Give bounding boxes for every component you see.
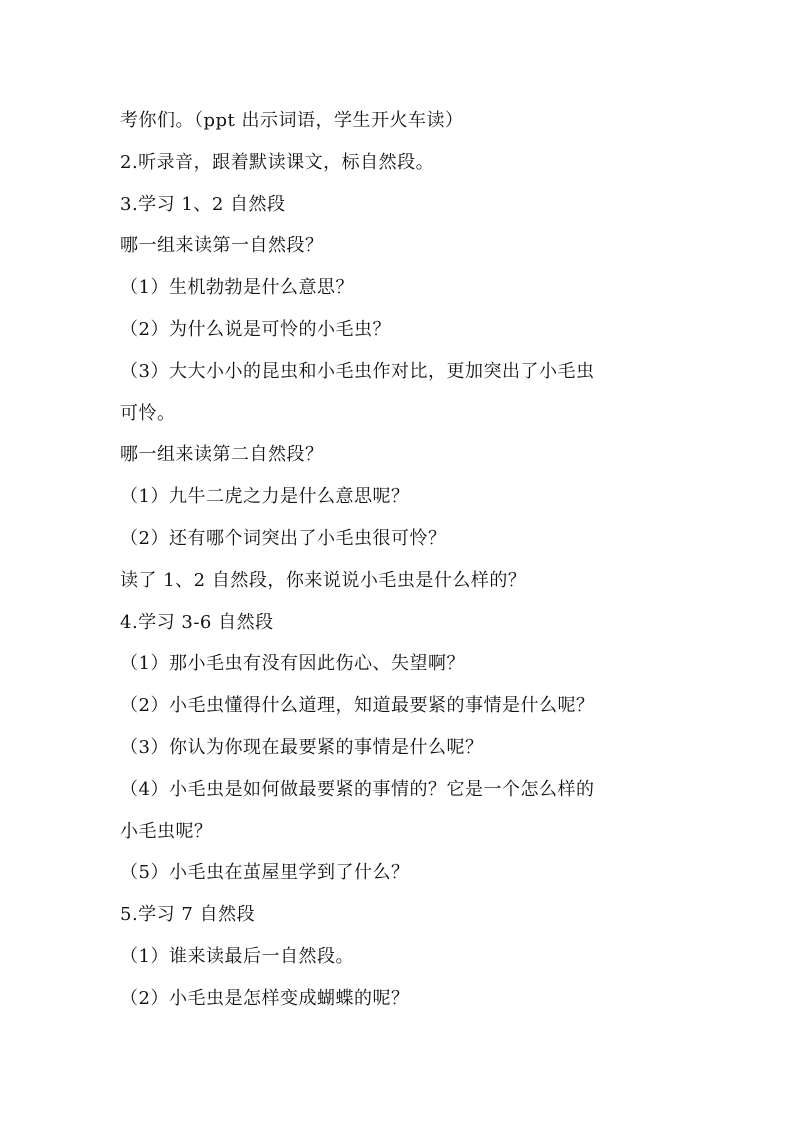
question-item: （1）生机勃勃是什么意思？ [120,277,354,299]
question-item: （2）为什么说是可怜的小毛虫？ [120,318,391,340]
question-item: （3）大大小小的昆虫和小毛虫作对比，更加突出了小毛虫 [120,360,595,382]
question-item: （2）小毛虫是怎样变成蝴蝶的呢？ [120,987,410,1009]
section-heading: 5.学习 7 自然段 [120,904,256,926]
question-item: （2）小毛虫懂得什么道理，知道最要紧的事情是什么呢？ [120,695,595,717]
text-line: 小毛虫呢？ [120,820,213,842]
text-line: 读了 1、2 自然段，你来说说小毛虫是什么样的？ [120,569,527,591]
question-item: （1）谁来读最后一自然段。 [120,945,354,967]
question-item: （2）还有哪个词突出了小毛虫很可怜？ [120,527,447,549]
question-item: （4）小毛虫是如何做最要紧的事情的？它是一个怎么样的 [120,778,595,800]
question-item: （3）你认为你现在最要紧的事情是什么呢？ [120,736,484,758]
text-line: 哪一组来读第一自然段？ [120,235,324,257]
question-item: （5）小毛虫在茧屋里学到了什么？ [120,862,410,884]
question-item: （1）九牛二虎之力是什么意思呢？ [120,486,410,508]
question-item: （1）那小毛虫有没有因此伤心、失望啊？ [120,653,465,675]
text-line: 考你们。（ppt 出示词语，学生开火车读） [120,110,464,131]
document-body [120,100,680,1020]
text-line: 可怜。 [120,402,176,424]
section-heading: 3.学习 1、2 自然段 [120,193,286,215]
section-heading: 4.学习 3-6 自然段 [120,611,274,633]
text-line: 哪一组来读第二自然段？ [120,444,324,466]
text-line: 2.听录音，跟着默读课文，标自然段。 [120,151,435,173]
